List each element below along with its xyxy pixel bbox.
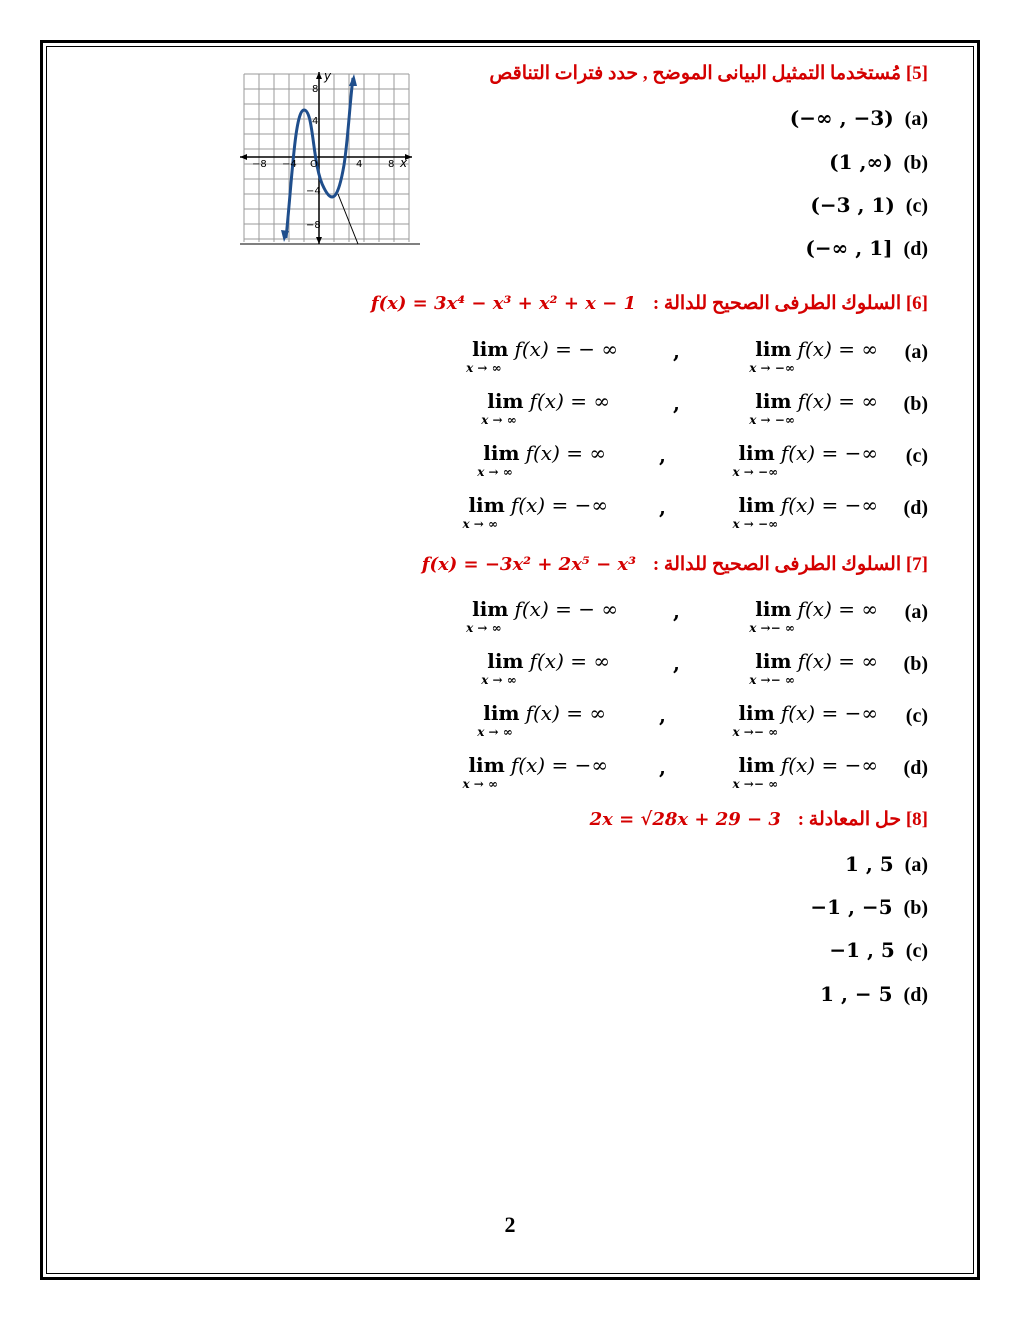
question-8-equation: 2x = √28x + 29 − 3 xyxy=(589,809,781,830)
y-tick-neg8: −8 xyxy=(306,220,321,231)
question-7-text: [7] السلوك الطرفى الصحيح للدالة : xyxy=(652,554,928,575)
q6-option-c[interactable]: (c) lim x → −∞ f(x) = −∞ , lim x → ∞ f(x) = ∞ xyxy=(477,441,928,479)
page-number: 2 xyxy=(504,1212,516,1237)
q5-option-a[interactable]: (−∞ , −3) (a) xyxy=(789,106,928,130)
x-tick-neg8: −8 xyxy=(252,159,267,170)
q8-option-b[interactable]: −1 , −5 (b) xyxy=(810,895,928,919)
y-tick-4: 4 xyxy=(312,116,319,127)
q6-option-a[interactable]: (a) lim x → −∞ f(x) = ∞ , lim x → ∞ f(x) = − ∞ xyxy=(466,337,928,375)
question-8-title xyxy=(590,808,928,831)
q7-option-a[interactable]: (a) lim x →− ∞ f(x) = ∞ , lim x → ∞ f(x) = − ∞ xyxy=(466,597,928,635)
q8-option-d[interactable]: 1 , − 5 (d) xyxy=(820,982,928,1006)
q6-option-b[interactable]: (b) lim x → −∞ f(x) = ∞ , lim x → ∞ f(x) = ∞ xyxy=(481,389,928,427)
q5-option-b[interactable]: (1 ,∞) (b) xyxy=(829,150,928,174)
question-6-text: [6] السلوك الطرفى الصحيح للدالة : xyxy=(652,293,928,314)
question-8-text: [8] حل المعادلة : xyxy=(797,809,928,830)
question-6-equation: f(x) = 3x⁴ − x³ + x² + x − 1 xyxy=(370,293,637,314)
q7-option-c[interactable]: (c) lim x →− ∞ f(x) = −∞ , lim x → ∞ f(x) = ∞ xyxy=(477,701,928,739)
q8-option-c[interactable]: −1 , 5 (c) xyxy=(829,938,928,962)
q6-option-d[interactable]: (d) lim x → −∞ f(x) = −∞ , lim x → ∞ f(x) = −∞ xyxy=(462,493,928,531)
q7-option-d[interactable]: (d) lim x →− ∞ f(x) = −∞ , lim x → ∞ f(x) = −∞ xyxy=(462,753,928,791)
y-axis-label: y xyxy=(324,70,332,83)
q5-option-c[interactable]: (−3 , 1) (c) xyxy=(810,193,928,217)
question-5-title: [5] مُستخدما التمثيل البيانى الموضح , حدد فترات التناقص xyxy=(489,63,928,84)
x-tick-4: 4 xyxy=(356,159,363,170)
question-7-equation: f(x) = −3x² + 2x⁵ − x³ xyxy=(421,554,637,575)
origin-label: O xyxy=(310,159,318,170)
x-axis-label: x xyxy=(400,156,408,170)
x-tick-neg4: −4 xyxy=(282,159,297,170)
question-7-title xyxy=(422,553,928,576)
x-tick-8: 8 xyxy=(388,159,395,170)
question-6-title xyxy=(371,292,928,315)
q8-option-a[interactable]: 1 , 5 (a) xyxy=(844,852,928,876)
y-tick-neg4: −4 xyxy=(306,186,321,197)
q7-option-b[interactable]: (b) lim x →− ∞ f(x) = ∞ , lim x → ∞ f(x) = ∞ xyxy=(481,649,928,687)
cubic-function-graph xyxy=(240,70,420,246)
y-tick-8: 8 xyxy=(312,84,319,95)
q5-option-d[interactable]: (−∞ , 1] (d) xyxy=(805,236,928,260)
